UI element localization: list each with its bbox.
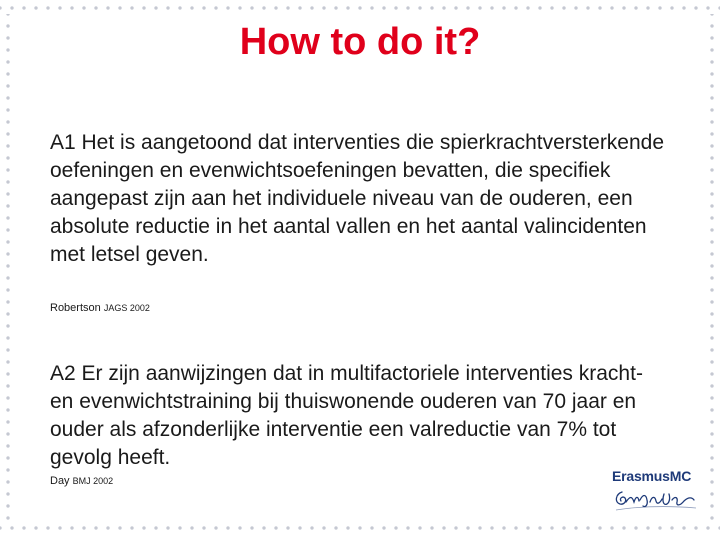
bottom-dotted-border — [0, 522, 720, 534]
reference-journal: BMJ 2002 — [72, 476, 114, 486]
logo-name-main: Erasmus — [612, 468, 670, 484]
logo-wordmark — [612, 468, 691, 484]
reference-author: Day — [50, 475, 70, 487]
section-a1-reference — [50, 301, 150, 315]
erasmus-signature-icon — [612, 484, 700, 516]
section-a2-text: A2 Er zijn aanwijzingen dat in multifactoriele interventies kracht- en evenwichtstraining bij thuiswonende ouderen van 70 jaar en ouder als afzonderlijke interventie een valreductie van 7% tot gevolg heeft. — [50, 362, 643, 469]
erasmus-mc-logo — [612, 468, 700, 518]
slide-title: How to do it? — [239, 21, 481, 63]
reference-author: Robertson — [50, 302, 101, 314]
right-dotted-border — [706, 14, 718, 522]
logo-name-suffix: MC — [669, 468, 692, 484]
section-a1-text: A1 Het is aangetoond dat interventies die spierkrachtversterkende oefeningen en evenwichtsoefeningen bevatten, die specifiek aangepast zijn aan het individuele niveau van de ouderen, een absolute reductie in het aantal vallen en het aantal valincidenten met letsel geven. — [50, 131, 665, 266]
section-a2-reference — [50, 474, 113, 488]
top-dotted-border — [0, 2, 720, 14]
left-dotted-border — [2, 14, 14, 522]
reference-journal: JAGS 2002 — [103, 303, 150, 313]
